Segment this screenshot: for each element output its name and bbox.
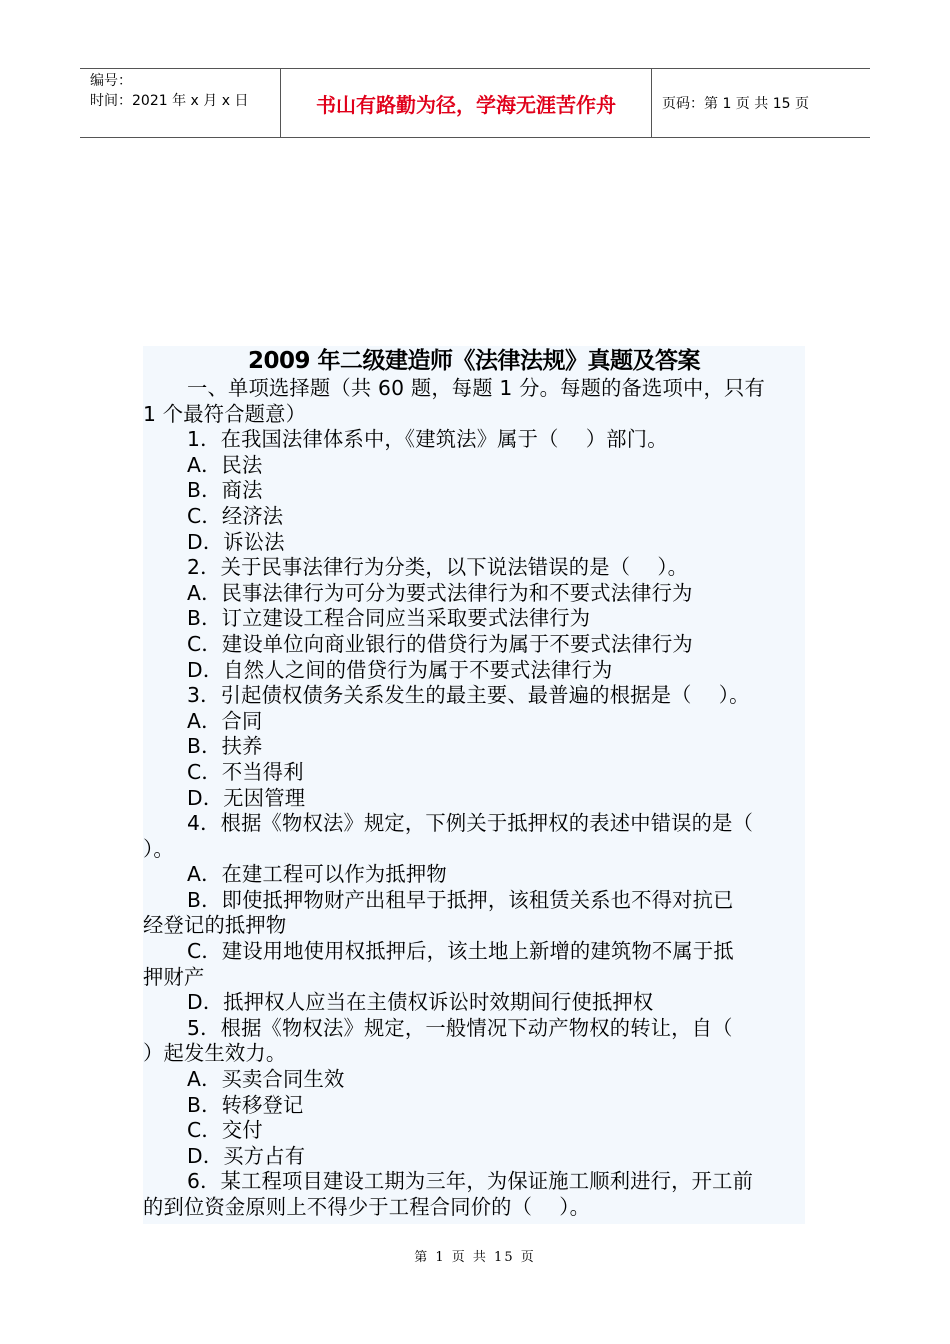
answer-option: D．自然人之间的借贷行为属于不要式法律行为 bbox=[187, 657, 613, 682]
question-lines bbox=[143, 376, 805, 1221]
answer-option: C．不当得利 bbox=[187, 759, 304, 784]
answer-option: D．抵押权人应当在主债权诉讼时效期间行使抵押权 bbox=[187, 990, 654, 1015]
answer-option: C．建设用地使用权抵押后，该土地上新增的建筑物不属于抵 bbox=[187, 939, 734, 964]
answer-option: B．订立建设工程合同应当采取要式法律行为 bbox=[187, 606, 591, 631]
answer-option: D．无因管理 bbox=[187, 785, 306, 810]
question-text-line: 6．某工程项目建设工期为三年，为保证施工顺利进行，开工前 bbox=[187, 1169, 754, 1194]
question-text-line: 5．根据《物权法》规定，一般情况下动产物权的转让，自（ bbox=[187, 1015, 733, 1040]
number-label: 编号： bbox=[90, 73, 132, 89]
question-text-line: 押财产 bbox=[143, 964, 205, 989]
answer-option: D．买方占有 bbox=[187, 1143, 306, 1168]
question-text-line: 2．关于民事法律行为分类，以下说法错误的是（ ）。 bbox=[187, 555, 689, 580]
exam-content bbox=[143, 346, 805, 1224]
answer-option: B．转移登记 bbox=[187, 1092, 304, 1117]
question-text-line: 的到位资金原则上不得少于工程合同价的（ ）。 bbox=[143, 1195, 591, 1219]
question-text-line: 4．根据《物权法》规定，下例关于抵押权的表述中错误的是（ bbox=[187, 811, 754, 836]
answer-option: C．建设单位向商业银行的借贷行为属于不要式法律行为 bbox=[187, 631, 693, 656]
answer-option: A．民事法律行为可分为要式法律行为和不要式法律行为 bbox=[187, 580, 693, 605]
page-footer: 第 1 页 共 15 页 bbox=[414, 1250, 536, 1265]
answer-option: A．民法 bbox=[187, 452, 263, 477]
answer-option: C．交付 bbox=[187, 1118, 263, 1143]
answer-option: B．扶养 bbox=[187, 734, 263, 759]
answer-option: A．合同 bbox=[187, 708, 263, 733]
time-label: 时间：2021 年 x 月 x 日 bbox=[90, 93, 249, 109]
header-meta bbox=[80, 69, 280, 137]
question-text-line: ）起发生效力。 bbox=[143, 1041, 287, 1066]
question-text-line: 一、单项选择题（共 60 题，每题 1 分。每题的备选项中，只有 bbox=[187, 376, 765, 400]
answer-option: B．即使抵押物财产出租早于抵押，该租赁关系也不得对抗已 bbox=[187, 887, 734, 912]
answer-option: C．经济法 bbox=[187, 503, 284, 528]
answer-option: B．商法 bbox=[187, 478, 263, 503]
question-text-line: 经登记的抵押物 bbox=[143, 913, 287, 938]
question-text-line: 1 个最符合题意） bbox=[143, 401, 307, 426]
answer-option: A．在建工程可以作为抵押物 bbox=[187, 862, 447, 887]
answer-option: D．诉讼法 bbox=[187, 529, 285, 554]
question-text-line: 3．引起债权债务关系发生的最主要、最普遍的根据是（ ）。 bbox=[187, 683, 750, 708]
page-header bbox=[80, 68, 870, 138]
header-page-label: 页码：第 1 页 共 15 页 bbox=[662, 96, 809, 112]
document-title: 2009 年二级建造师《法律法规》真题及答案 bbox=[247, 348, 701, 374]
answer-option: A．买卖合同生效 bbox=[187, 1067, 345, 1092]
question-text-line: ）。 bbox=[143, 836, 174, 861]
question-text-line: 1．在我国法律体系中，《建筑法》属于（ ）部门。 bbox=[187, 427, 668, 452]
header-motto: 书山有路勤为径，学海无涯苦作舟 bbox=[280, 69, 652, 137]
